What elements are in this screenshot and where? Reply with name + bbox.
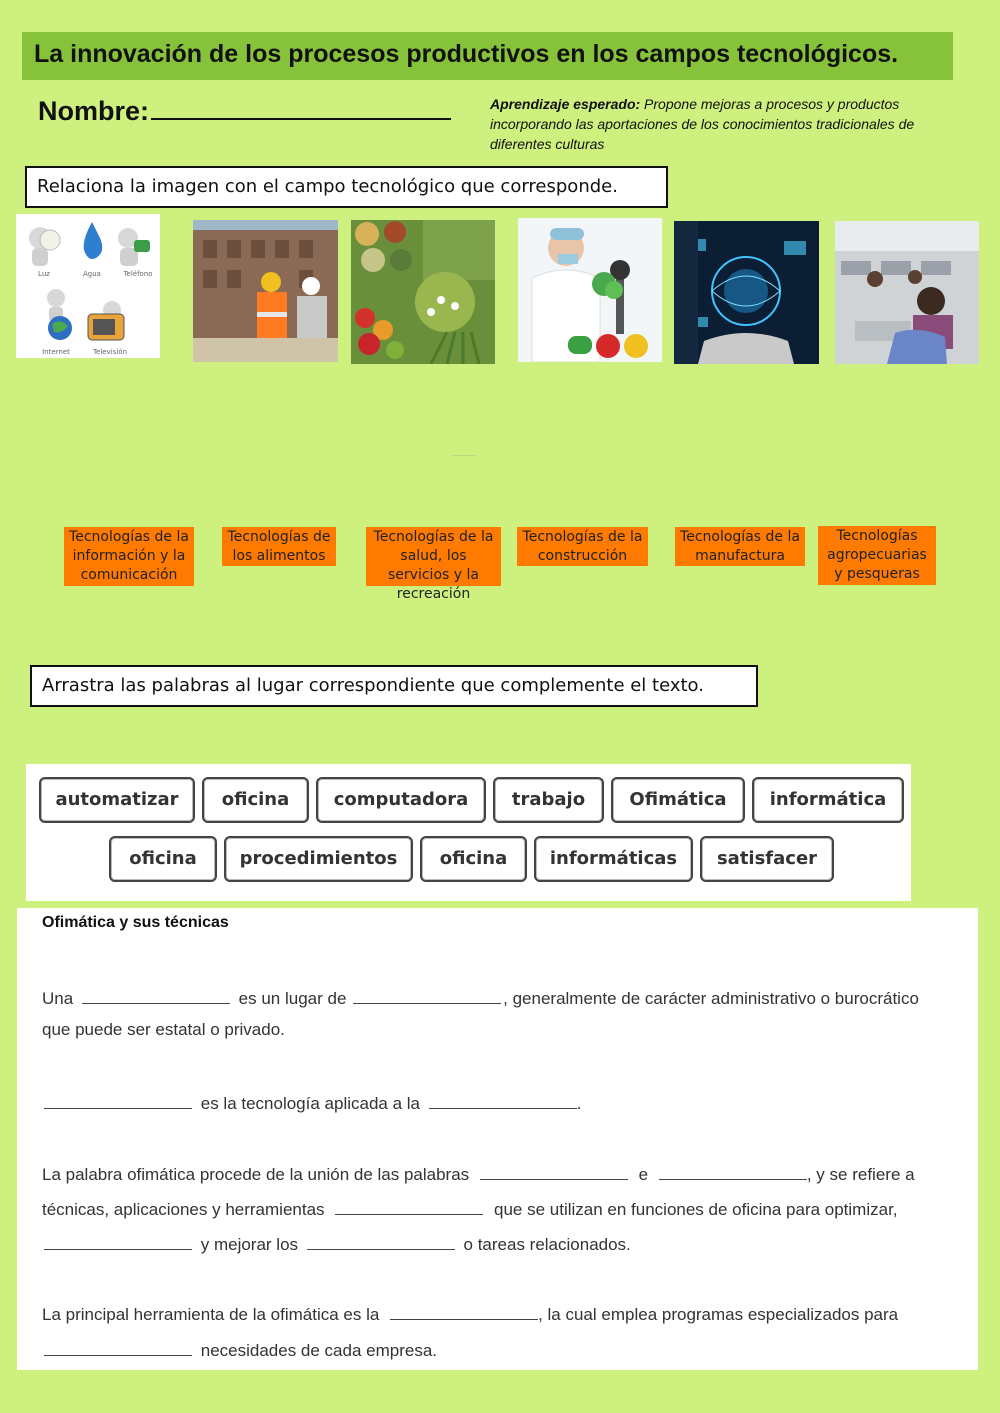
word-chip[interactable]: Ofimática	[611, 777, 745, 823]
luz-label: Luz	[38, 270, 50, 278]
image-health-science[interactable]	[518, 218, 662, 362]
text-fragment: Una	[42, 989, 74, 1008]
paragraph-4-line-2	[44, 1337, 437, 1361]
agua-label: Agua	[83, 270, 101, 278]
category-tag-alimentos[interactable]: Tecnologías de los alimentos	[222, 527, 336, 566]
text-fragment: , la cual emplea programas especializados para	[538, 1305, 899, 1324]
information-technology-illustration	[674, 221, 819, 364]
drop-blank-6[interactable]	[659, 1161, 807, 1180]
image-construction[interactable]	[193, 220, 338, 362]
text-fragment: e	[638, 1165, 649, 1184]
instruction-drag: Arrastra las palabras al lugar correspondiente que complemente el texto.	[30, 665, 758, 707]
word-chip[interactable]: informática	[752, 777, 904, 823]
category-tag-agropecuarias[interactable]: Tecnologías agropecuarias y pesqueras	[818, 526, 936, 585]
text-fragment: La principal herramienta de la ofimática es la	[42, 1305, 380, 1324]
text-fragment: , generalmente de carácter administrativo o burocrático	[503, 989, 919, 1008]
image-services-icons[interactable]	[16, 214, 160, 358]
aprendizaje-esperado	[490, 94, 960, 154]
aprendizaje-text: Propone mejoras a procesos y productos incorporando las aportaciones de los conocimientos tradicionales de diferentes culturas	[490, 96, 915, 152]
text-fragment: necesidades de cada empresa.	[200, 1341, 437, 1360]
category-tag-tic[interactable]: Tecnologías de la información y la comunicación	[64, 527, 194, 586]
word-chip[interactable]: oficina	[109, 836, 217, 882]
word-chip[interactable]: trabajo	[493, 777, 604, 823]
drop-blank-3[interactable]	[44, 1090, 192, 1109]
nombre-field	[38, 94, 451, 127]
word-chip[interactable]: automatizar	[39, 777, 195, 823]
category-tag-construccion[interactable]: Tecnologías de la construcción	[517, 527, 648, 566]
text-fragment: o tareas relacionados.	[463, 1235, 631, 1254]
drop-blank-1[interactable]	[82, 985, 230, 1004]
page-title: La innovación de los procesos productivos en los campos tecnológicos.	[22, 32, 953, 80]
divider	[452, 455, 476, 456]
image-manufacturing[interactable]	[835, 221, 979, 364]
paragraph-1-line-1	[42, 985, 919, 1009]
word-chip[interactable]: oficina	[202, 777, 309, 823]
drop-blank-8[interactable]	[44, 1231, 192, 1250]
word-chip[interactable]: oficina	[420, 836, 527, 882]
category-tag-salud[interactable]: Tecnologías de la salud, los servicios y la recreación	[366, 527, 501, 586]
instruction-match: Relaciona la imagen con el campo tecnológico que corresponde.	[25, 166, 668, 208]
drop-blank-9[interactable]	[307, 1231, 455, 1250]
aprendizaje-label: Aprendizaje esperado:	[490, 96, 641, 112]
word-chip[interactable]: informáticas	[534, 836, 693, 882]
text-fragment: que se utilizan en funciones de oficina para optimizar,	[494, 1200, 898, 1219]
telefono-label: Teléfono	[123, 270, 153, 278]
agriculture-food-illustration	[351, 220, 495, 364]
text-fragment: .	[576, 1094, 582, 1113]
nombre-label: Nombre:	[38, 96, 150, 126]
text-heading: Ofimática y sus técnicas	[42, 914, 229, 931]
manufacturing-illustration	[835, 221, 979, 364]
text-fragment: es la tecnología aplicada a la	[200, 1094, 420, 1113]
internet-label: Internet	[42, 348, 70, 356]
paragraph-3-line-3	[44, 1231, 631, 1255]
construction-illustration	[193, 220, 338, 362]
text-fragment: y mejorar los	[200, 1235, 299, 1254]
word-chip[interactable]: procedimientos	[224, 836, 413, 882]
services-icons-illustration	[16, 214, 160, 358]
drop-blank-10[interactable]	[390, 1301, 538, 1320]
paragraph-2	[44, 1090, 581, 1114]
drop-blank-5[interactable]	[480, 1161, 628, 1180]
text-fragment: técnicas, aplicaciones y herramientas	[42, 1200, 325, 1219]
image-information-technology[interactable]	[674, 221, 819, 364]
paragraph-3-line-2	[42, 1196, 898, 1220]
health-science-illustration	[518, 218, 662, 362]
category-tag-manufactura[interactable]: Tecnologías de la manufactura	[675, 527, 805, 566]
text-fragment: , y se refiere a	[806, 1165, 915, 1184]
word-chip[interactable]: satisfacer	[700, 836, 834, 882]
drop-blank-4[interactable]	[429, 1090, 577, 1109]
television-label: Televisión	[92, 348, 128, 356]
word-chip[interactable]: computadora	[316, 777, 486, 823]
text-fragment: La palabra ofimática procede de la unión de las palabras	[42, 1165, 470, 1184]
text-fragment: es un lugar de	[238, 989, 347, 1008]
nombre-blank	[151, 94, 451, 120]
paragraph-1-line-2: que puede ser estatal o privado.	[42, 1020, 285, 1039]
paragraph-3-line-1	[42, 1161, 915, 1185]
drop-blank-11[interactable]	[44, 1337, 192, 1356]
drop-blank-2[interactable]	[353, 985, 501, 1004]
paragraph-4-line-1	[42, 1301, 898, 1325]
image-agriculture-food[interactable]	[351, 220, 495, 364]
drop-blank-7[interactable]	[335, 1196, 483, 1215]
